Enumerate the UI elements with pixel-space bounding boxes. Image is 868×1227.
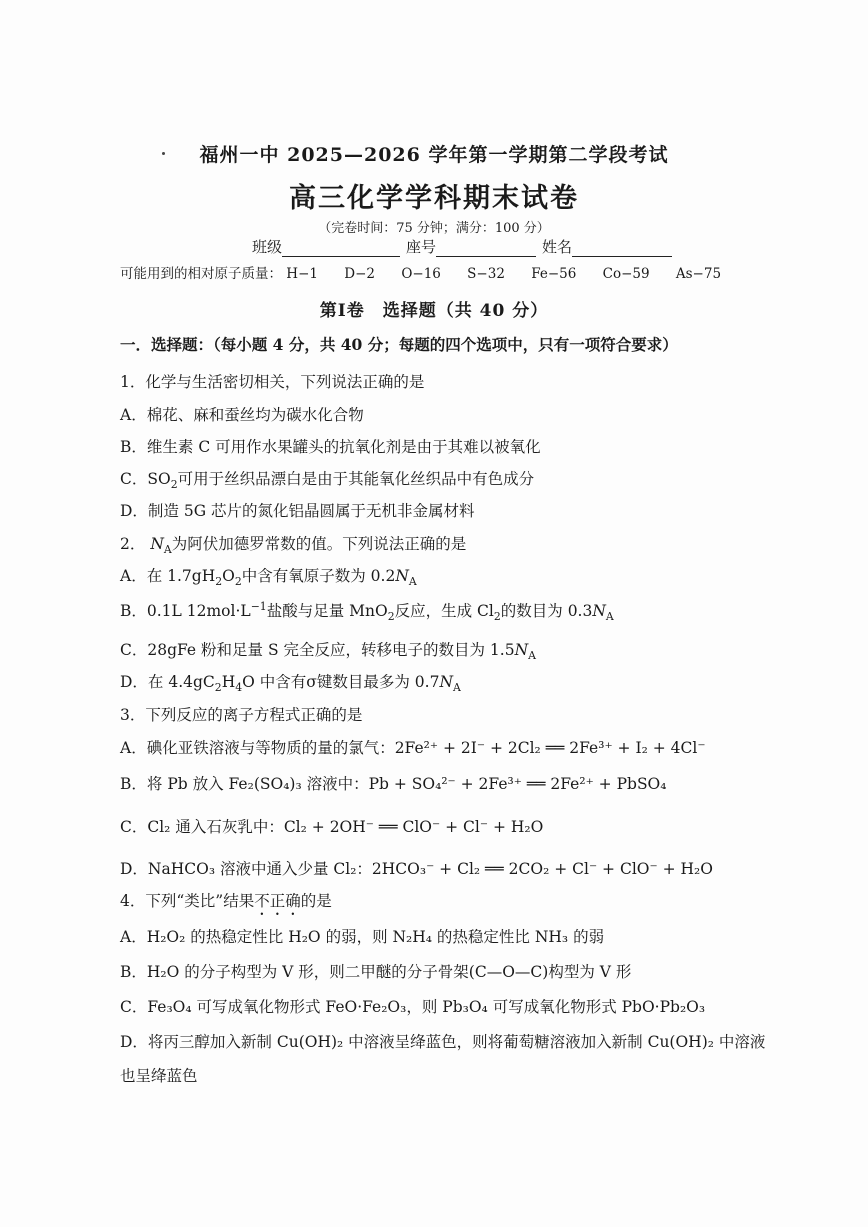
- q2-num: 2．: [120, 535, 146, 553]
- q2-option-d: [120, 670, 461, 694]
- q4-stem-post: 的是: [300, 892, 332, 910]
- q2-option-b: [120, 599, 614, 623]
- atomic-mass-item: Fe−56: [531, 266, 577, 282]
- school-title: 福州一中 2025—2026 学年第一学期第二学段考试: [199, 144, 669, 166]
- q2-a-mid: O: [222, 567, 235, 585]
- q4-option-d-line2: 也呈绛蓝色: [120, 1067, 198, 1085]
- q3-stem: 3．下列反应的离子方程式正确的是: [120, 706, 363, 724]
- q1-option-c: [120, 467, 534, 491]
- q2-a-sub1: 2: [215, 575, 223, 589]
- atomic-masses: [120, 262, 721, 282]
- q2-stem: [120, 532, 466, 556]
- q2-option-c: [120, 638, 536, 662]
- exam-title: 高三化学学科期末试卷: [289, 183, 579, 214]
- q3-option-a: A．碘化亚铁溶液与等物质的量的氯气：2Fe²⁺ + 2I⁻ + 2Cl₂ ══ 2Fe³⁺ + I₂ + 4Cl⁻: [120, 739, 706, 757]
- section-title: 第Ⅰ卷 选择题（共 40 分）: [319, 301, 549, 321]
- class-field[interactable]: [282, 240, 400, 257]
- q4-option-b: B．H₂O 的分子构型为 V 形，则二甲醚的分子骨架(C—O—C)构型为 V 形: [120, 963, 632, 981]
- q2-c-na-sub: A: [528, 649, 536, 663]
- q4-option-d-line1: D．将丙三醇加入新制 Cu(OH)₂ 中溶液呈绛蓝色，则将葡萄糖溶液加入新制 Cu(OH)₂ 中溶液: [120, 1033, 766, 1051]
- q2-na-sub: A: [163, 543, 172, 557]
- q2-b-sup: −1: [250, 599, 267, 613]
- q1-stem: 1．化学与生活密切相关，下列说法正确的是: [120, 373, 425, 391]
- name-label: 姓名: [542, 238, 573, 256]
- q2-option-a: [120, 564, 417, 588]
- q2-d-mid: H: [221, 673, 236, 691]
- q2-a-na-sub: A: [408, 575, 417, 589]
- q1-c-pre: C．SO: [120, 470, 171, 488]
- q2-b-pre: B．0.1L 12mol·L: [120, 602, 251, 620]
- q4-option-c: C．Fe₃O₄ 可写成氧化物形式 FeO·Fe₂O₃，则 Pb₃O₄ 可写成氧化物形式 PbO·Pb₂O₃: [120, 998, 706, 1016]
- q1-c-post: 可用于丝织品漂白是由于其能氧化丝织品中有色成分: [177, 470, 535, 488]
- q1-option-a: A．棉花、麻和蚕丝均为碳水化合物: [120, 406, 364, 424]
- student-info-row: [252, 236, 678, 257]
- q2-c-na: N: [514, 641, 529, 659]
- q2-a-na: N: [395, 567, 409, 585]
- seat-label: 座号: [406, 238, 437, 256]
- q2-b-sub2: 2: [493, 610, 501, 624]
- atomic-mass-item: Co−59: [602, 266, 650, 282]
- q2-b-mid2: 反应，生成 Cl: [394, 602, 494, 620]
- q2-d-mid2: O 中含有σ键数目最多为 0.7: [242, 673, 440, 691]
- q2-b-sub: 2: [387, 610, 395, 624]
- q4-option-a: A．H₂O₂ 的热稳定性比 H₂O 的弱，则 N₂H₄ 的热稳定性比 NH₃ 的弱: [120, 928, 605, 946]
- part-instruction: 一．选择题：（每小题 4 分，共 40 分；每题的四个选项中，只有一项符合要求）: [120, 335, 678, 354]
- atomic-mass-item: O−16: [401, 266, 441, 282]
- seat-field[interactable]: [436, 240, 536, 257]
- q2-d-sub1: 2: [214, 681, 222, 695]
- atomic-mass-item: H−1: [286, 266, 318, 282]
- q4-stem-pre: 4．下列“类比”结果: [120, 892, 255, 910]
- q2-a-pre: A．在 1.7gH: [120, 567, 216, 585]
- name-field[interactable]: [572, 240, 672, 257]
- q4-stem-emphasis: 不正确: [254, 892, 301, 910]
- time-info: （完卷时间：75 分钟；满分：100 分）: [318, 221, 550, 236]
- q1-option-d: D．制造 5G 芯片的氮化铝晶圆属于无机非金属材料: [120, 502, 475, 520]
- q2-b-mid: 盐酸与足量 MnO: [266, 602, 388, 620]
- q2-a-sub2: 2: [234, 575, 242, 589]
- q3-option-d: D．NaHCO₃ 溶液中通入少量 Cl₂：2HCO₃⁻ + Cl₂ ══ 2CO₂ + Cl⁻ + ClO⁻ + H₂O: [120, 860, 713, 878]
- atomic-mass-item: S−32: [467, 266, 505, 282]
- q2-c-pre: C．28gFe 粉和足量 S 完全反应，转移电子的数目为 1.5: [120, 641, 515, 659]
- atomic-masses-label: 可能用到的相对原子质量：: [120, 266, 282, 282]
- q2-b-na: N: [592, 602, 606, 620]
- atomic-mass-item: D−2: [344, 266, 376, 282]
- q4-stem: [120, 889, 332, 919]
- q2-b-post: 的数目为 0.3: [500, 602, 593, 620]
- q2-na: N: [150, 535, 164, 553]
- q2-a-post: 中含有氧原子数为 0.2: [241, 567, 396, 585]
- q3-option-c: C．Cl₂ 通入石灰乳中：Cl₂ + 2OH⁻ ══ ClO⁻ + Cl⁻ + H₂O: [120, 818, 544, 836]
- q2-d-na: N: [439, 673, 453, 691]
- q2-d-pre: D．在 4.4gC: [120, 673, 215, 691]
- q2-d-sub2: 4: [235, 681, 243, 695]
- class-label: 班级: [252, 238, 283, 256]
- atomic-mass-item: As−75: [675, 266, 722, 282]
- q2-d-na-sub: A: [453, 681, 461, 695]
- q2-stem-post: 为阿伏加德罗常数的值。下列说法正确的是: [171, 535, 467, 553]
- q3-option-b: B．将 Pb 放入 Fe₂(SO₄)₃ 溶液中：Pb + SO₄²⁻ + 2Fe³⁺ ══ 2Fe²⁺ + PbSO₄: [120, 775, 667, 793]
- q2-b-na-sub: A: [605, 610, 614, 624]
- q1-option-b: B．维生素 C 可用作水果罐头的抗氧化剂是由于其难以被氧化: [120, 438, 541, 456]
- q1-c-sub: 2: [170, 478, 178, 492]
